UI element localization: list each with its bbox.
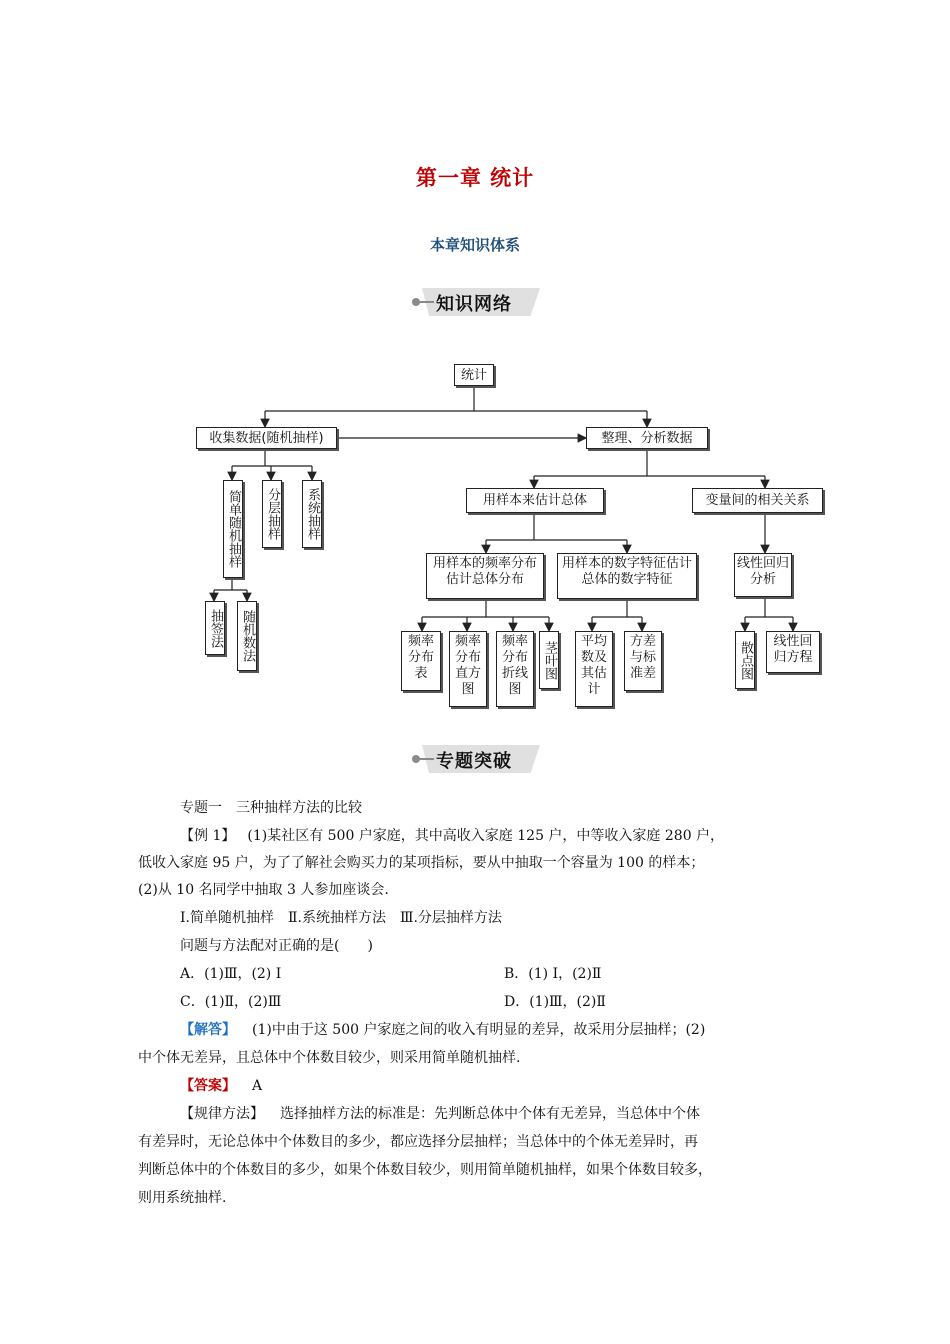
node-frequency-polygon: 频率分布折线图: [496, 631, 534, 707]
example-line-3: (2)从 10 名同学中抽取 3 人参加座谈会.: [138, 882, 389, 898]
rule-tag: 【规律方法】: [180, 1106, 264, 1122]
banner-label: 专题突破: [436, 751, 512, 772]
example-line-1: [180, 825, 724, 847]
node-frequency-distribution-estimate: 用样本的频率分布估计总体分布: [426, 553, 544, 599]
rule-line-3: 判断总体中的个体数目的多少，如果个体数目较少，则用简单随机抽样，如果个体数目较多，: [138, 1162, 712, 1178]
banner-label: 知识网络: [436, 294, 512, 315]
node-systematic-sampling: 系统抽样: [302, 480, 322, 548]
banner-line: [418, 758, 434, 760]
rule-line-1: [180, 1103, 700, 1125]
banner-special-topics: [412, 745, 542, 773]
solution-text-1: (1)中由于这 500 户家庭之间的收入有明显的差异，故采用分层抽样；(2): [252, 1022, 706, 1038]
node-numeric-feature-estimate: 用样本的数字特征估计总体的数字特征: [557, 553, 697, 599]
node-linear-regression-equation: 线性回归方程: [766, 631, 820, 673]
node-random-number-method: 随机数法: [237, 601, 257, 671]
node-linear-regression-analysis: 线性回归分析: [734, 553, 792, 597]
rule-text-1: 选择抽样方法的标准是：先判断总体中个体有无差异，当总体中个体: [280, 1106, 700, 1122]
banner-dot-icon: [412, 755, 420, 763]
node-variable-correlation: 变量间的相关关系: [692, 488, 823, 513]
question-text: 问题与方法配对正确的是( ): [180, 938, 373, 954]
answer-tag: 【答案】: [180, 1078, 236, 1094]
node-collect-data: 收集数据(随机抽样): [196, 427, 337, 449]
sampling-methods-list: Ⅰ.简单随机抽样 Ⅱ.系统抽样方法 Ⅲ.分层抽样方法: [180, 910, 502, 926]
node-scatter-plot: 散点图: [735, 631, 755, 689]
option-d: D．(1)Ⅲ，(2)Ⅱ: [504, 994, 606, 1010]
option-a: A．(1)Ⅲ，(2) Ⅰ: [180, 966, 282, 982]
node-stem-leaf-plot: 茎叶图: [539, 631, 559, 689]
section-title: 本章知识体系: [429, 236, 520, 254]
example-tag: 【例 1】: [180, 828, 236, 844]
node-statistics: 统计: [454, 364, 494, 386]
answer-line: [180, 1075, 262, 1097]
node-variance-std: 方差与标准差: [624, 631, 662, 691]
node-analyze-data: 整理、分析数据: [586, 427, 708, 449]
answer-value: A: [252, 1078, 263, 1094]
example-line-2: 低收入家庭 95 户，为了了解社会购买力的某项指标，要从中抽取一个容量为 100 的样本；: [138, 855, 705, 871]
node-lottery-method: 抽签法: [205, 601, 225, 655]
rule-line-4: 则用系统抽样.: [138, 1190, 227, 1206]
topic-heading: 专题一 三种抽样方法的比较: [180, 800, 362, 816]
node-simple-random-sampling: 简单随机抽样: [223, 480, 243, 578]
node-mean-estimate: 平均数及其估计: [575, 631, 613, 707]
node-frequency-table: 频率分布表: [401, 631, 441, 691]
chapter-title: 第一章 统计: [415, 166, 535, 190]
solution-line-2: 中个体无差异，且总体中个体数目较少，则采用简单随机抽样.: [138, 1050, 521, 1066]
node-sample-estimate-population: 用样本来估计总体: [466, 488, 604, 513]
solution-line-1: [180, 1019, 705, 1041]
example-text-1: (1)某社区有 500 户家庭，其中高收入家庭 125 户，中等收入家庭 280 户，: [247, 828, 725, 844]
solution-tag: 【解答】: [180, 1022, 236, 1038]
option-c: C．(1)Ⅱ，(2)Ⅲ: [180, 994, 282, 1010]
node-stratified-sampling: 分层抽样: [262, 480, 282, 548]
rule-line-2: 有差异时，无论总体中个体数目的多少，都应选择分层抽样；当总体中的个体无差异时，再: [138, 1134, 698, 1150]
option-b: B．(1) Ⅰ，(2)Ⅱ: [504, 966, 602, 982]
node-frequency-histogram: 频率分布直方图: [449, 631, 487, 707]
